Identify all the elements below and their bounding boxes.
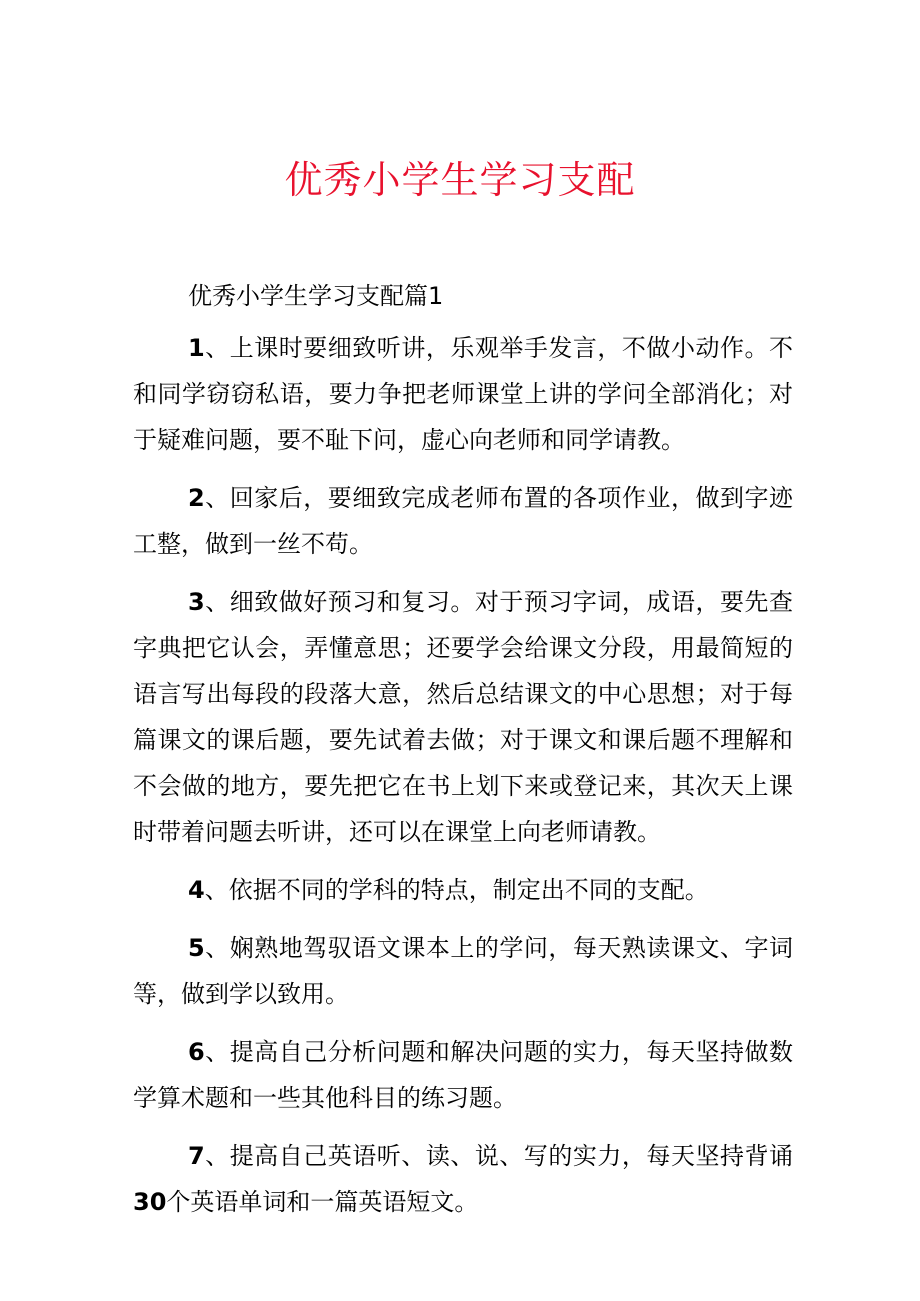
item-number: 7 xyxy=(188,1142,205,1170)
list-item-3 xyxy=(133,579,793,855)
item-number: 5 xyxy=(188,934,205,962)
item-text-continued: 个英语单词和一篇英语短文。 xyxy=(166,1188,479,1216)
list-item-7 xyxy=(133,1133,793,1225)
item-number: 3 xyxy=(188,588,205,616)
list-item-5 xyxy=(133,925,793,1017)
item-text: 、上课时要细致听讲，乐观举手发言，不做小动作。不和同学窃窃私语，要力争把老师课堂上讲的学问全部消化；对于疑难问题，要不耻下问，虚心向老师和同学请教。 xyxy=(133,334,793,454)
document-title: 优秀小学生学习支配 xyxy=(284,158,636,202)
list-item-4 xyxy=(133,867,793,913)
item-text: 、回家后，要细致完成老师布置的各项作业，做到字迹工整，做到一丝不苟。 xyxy=(133,484,793,558)
item-number: 6 xyxy=(188,1038,205,1066)
item-number: 2 xyxy=(188,484,205,512)
word-count-number: 30 xyxy=(133,1188,167,1216)
item-number: 1 xyxy=(188,334,205,362)
item-text: 、细致做好预习和复习。对于预习字词，成语，要先查字典把它认会，弄懂意思；还要学会给课文分段，用最简短的语言写出每段的段落大意，然后总结课文的中心思想；对于每篇课文的课后题，要先试着去做；对于课文和课后题不理解和不会做的地方，要先把它在书上划下来或登记来，其次天上课时带着问题去听讲，还可以在课堂上向老师请教。 xyxy=(133,588,793,846)
item-number: 4 xyxy=(188,876,205,904)
list-item-6 xyxy=(133,1029,793,1121)
item-text: 、依据不同的学科的特点，制定出不同的支配。 xyxy=(204,876,709,904)
item-text: 、提高自己分析问题和解决问题的实力，每天坚持做数学算术题和一些其他科目的练习题。 xyxy=(133,1038,793,1112)
list-item-1 xyxy=(133,325,793,463)
section-heading: 优秀小学生学习支配篇1 xyxy=(188,282,444,310)
item-text: 、提高自己英语听、读、说、写的实力，每天坚持背诵 xyxy=(204,1142,793,1170)
document-body xyxy=(133,277,793,1237)
list-item-2 xyxy=(133,475,793,567)
item-text: 、娴熟地驾驭语文课本上的学问，每天熟读课文、字词等，做到学以致用。 xyxy=(133,934,793,1008)
